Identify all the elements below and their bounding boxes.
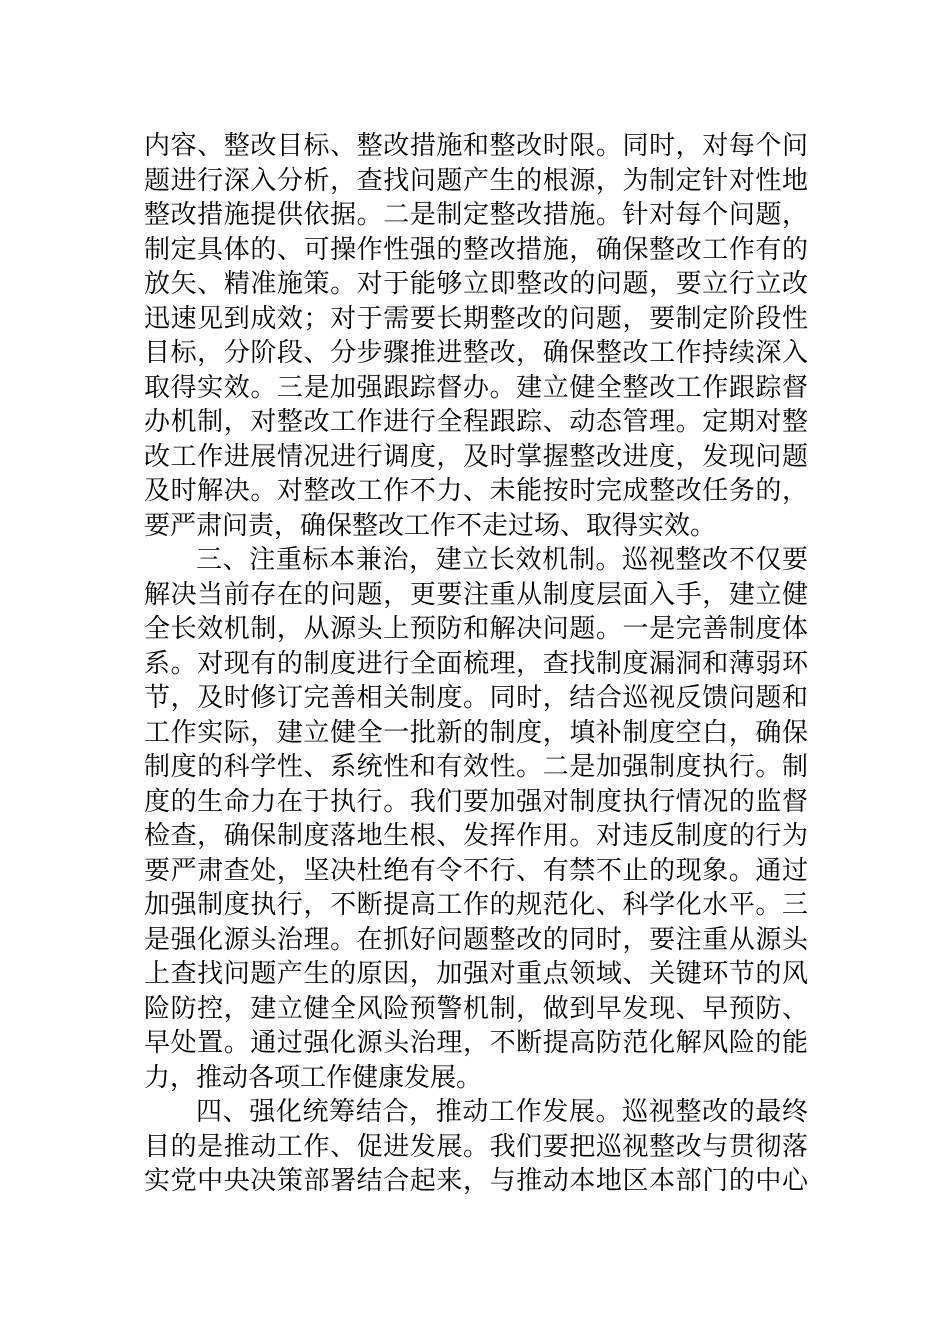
text-line: 办机制，对整改工作进行全程跟踪、动态管理。定期对整 xyxy=(144,407,808,437)
text-line: 节，及时修订完善相关制度。同时，结合巡视反馈问题和 xyxy=(144,683,808,713)
text-line: 及时解决。对整改工作不力、未能按时完成整改任务的， xyxy=(144,476,808,506)
text-line: 检查，确保制度落地生根、发挥作用。对违反制度的行为 xyxy=(144,821,808,851)
text-line: 内容、整改目标、整改措施和整改时限。同时，对每个问 xyxy=(144,131,808,161)
text-line: 上查找问题产生的原因，加强对重点领域、关键环节的风 xyxy=(144,959,808,989)
text-line: 目标，分阶段、分步骤推进整改，确保整改工作持续深入 xyxy=(144,338,808,368)
document-body xyxy=(144,129,808,1199)
text-line: 险防控，建立健全风险预警机制，做到早发现、早预防、 xyxy=(144,993,808,1024)
text-line: 工作实际，建立健全一批新的制度，填补制度空白，确保 xyxy=(144,717,808,748)
text-line: 改工作进展情况进行调度，及时掌握整改进度，发现问题 xyxy=(144,441,808,472)
text-line: 题进行深入分析，查找问题产生的根源，为制定针对性地 xyxy=(144,165,808,196)
text-line: 整改措施提供依据。二是制定整改措施。针对每个问题， xyxy=(144,200,808,230)
text-line: 迅速见到成效；对于需要长期整改的问题，要制定阶段性 xyxy=(144,303,808,334)
text-line: 是强化源头治理。在抓好问题整改的同时，要注重从源头 xyxy=(144,924,808,955)
text-line: 目的是推动工作、促进发展。我们要把巡视整改与贯彻落 xyxy=(144,1131,808,1162)
text-line: 解决当前存在的问题，更要注重从制度层面入手，建立健 xyxy=(144,579,808,610)
text-line: 加强制度执行，不断提高工作的规范化、科学化水平。三 xyxy=(144,890,808,920)
paragraph-end-line: 要严肃问责，确保整改工作不走过场、取得实效。 xyxy=(144,510,717,541)
text-line: 放矢、精准施策。对于能够立即整改的问题，要立行立改 xyxy=(144,269,808,299)
text-line: 取得实效。三是加强跟踪督办。建立健全整改工作跟踪督 xyxy=(144,372,808,403)
text-line: 早处置。通过强化源头治理，不断提高防范化解风险的能 xyxy=(144,1028,808,1058)
paragraph-end-line: 力，推动各项工作健康发展。 xyxy=(144,1062,483,1093)
text-line: 要严肃查处，坚决杜绝有令不行、有禁不止的现象。通过 xyxy=(144,855,808,886)
text-line: 制定具体的、可操作性强的整改措施，确保整改工作有的 xyxy=(144,234,808,265)
section-heading-line: 四、强化统筹结合，推动工作发展。巡视整改的最终 xyxy=(196,1097,808,1127)
text-line: 实党中央决策部署结合起来，与推动本地区本部门的中心 xyxy=(144,1166,808,1196)
text-line: 系。对现有的制度进行全面梳理，查找制度漏洞和薄弱环 xyxy=(144,648,808,679)
text-line: 全长效机制，从源头上预防和解决问题。一是完善制度体 xyxy=(144,614,808,644)
text-line: 度的生命力在于执行。我们要加强对制度执行情况的监督 xyxy=(144,786,808,817)
text-line: 制度的科学性、系统性和有效性。二是加强制度执行。制 xyxy=(144,752,808,782)
section-heading-line: 三、注重标本兼治，建立长效机制。巡视整改不仅要 xyxy=(196,545,808,575)
